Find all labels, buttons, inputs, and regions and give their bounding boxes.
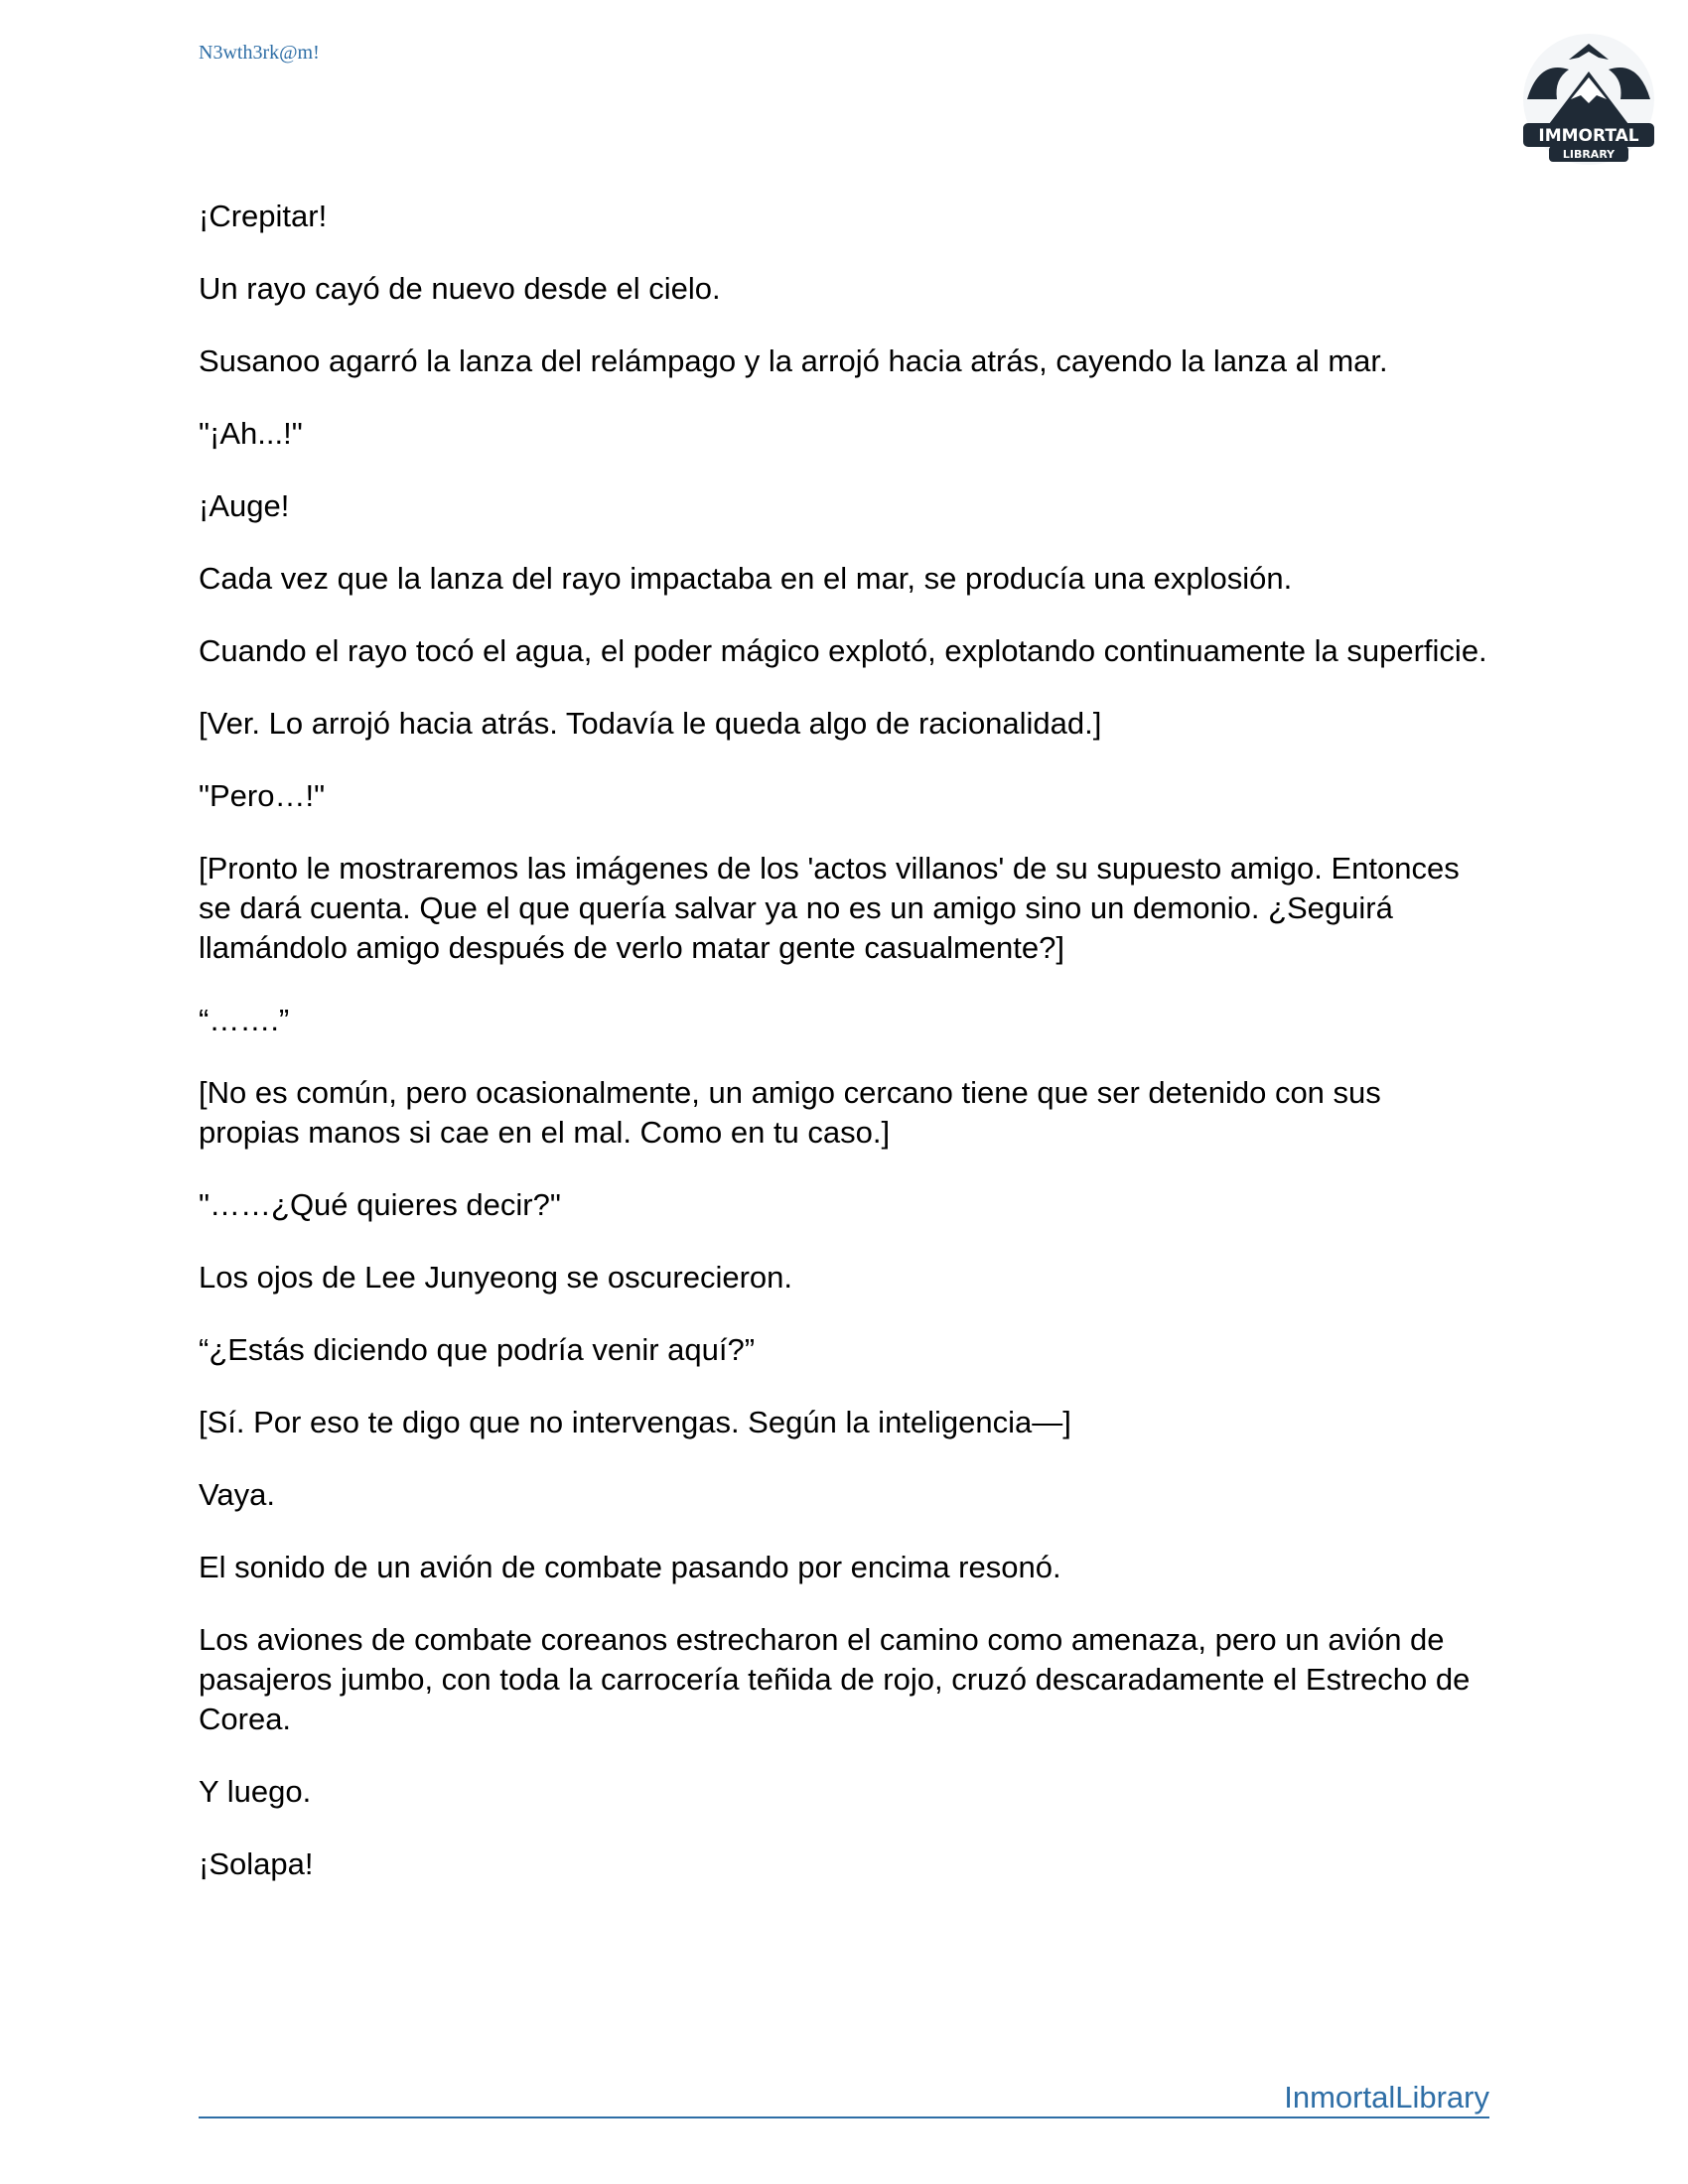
paragraph: "Pero…!" (199, 778, 326, 813)
paragraph: “¿Estás diciendo que podría venir aquí?” (199, 1332, 756, 1367)
immortal-library-logo (1509, 30, 1668, 169)
paragraph: ¡Crepitar! (199, 199, 328, 233)
paragraph: El sonido de un avión de combate pasando por encima resonó. (199, 1550, 1061, 1584)
paragraph: ¡Solapa! (199, 1846, 314, 1881)
paragraph: [Pronto le mostraremos las imágenes de los 'actos villanos' de su supuesto amigo. Entonces se dará cuenta. Que el que quería salvar ya no es un amigo sino un demonio. ¿Seguirá llamándolo amigo después de verlo matar gente casualmente?] (199, 851, 1460, 965)
paragraph: Un rayo cayó de nuevo desde el cielo. (199, 271, 721, 306)
paragraph: "¡Ah...!" (199, 416, 303, 451)
paragraph: “…….” (199, 1003, 290, 1037)
paragraph: [Sí. Por eso te digo que no intervengas. Según la inteligencia—] (199, 1405, 1071, 1439)
paragraph: Los ojos de Lee Junyeong se oscurecieron. (199, 1260, 793, 1295)
header-watermark-text: N3wth3rk@m! (199, 42, 320, 64)
footer-library-link[interactable]: InmortalLibrary (1284, 2080, 1489, 2115)
logo-wordmark-bottom: LIBRARY (1562, 148, 1616, 161)
paragraph: Cuando el rayo tocó el agua, el poder mágico explotó, explotando continuamente la superficie. (199, 633, 1487, 668)
paragraph: Cada vez que la lanza del rayo impactaba en el mar, se producía una explosión. (199, 561, 1293, 596)
paragraph: Vaya. (199, 1477, 275, 1512)
paragraph: [No es común, pero ocasionalmente, un amigo cercano tiene que ser detenido con sus propias manos si cae en el mal. Como en tu caso.] (199, 1075, 1381, 1150)
paragraph: "……¿Qué quieres decir?" (199, 1187, 561, 1222)
paragraph: Susanoo agarró la lanza del relámpago y la arrojó hacia atrás, cayendo la lanza al mar. (199, 343, 1388, 378)
document-body (199, 197, 1489, 1917)
paragraph: [Ver. Lo arrojó hacia atrás. Todavía le queda algo de racionalidad.] (199, 706, 1102, 741)
paragraph: Y luego. (199, 1774, 312, 1809)
paragraph: Los aviones de combate coreanos estrecharon el camino como amenaza, pero un avión de pasajeros jumbo, con toda la carrocería teñida de rojo, cruzó descaradamente el Estrecho de Corea. (199, 1622, 1471, 1736)
footer-divider (199, 2116, 1489, 2118)
paragraph: ¡Auge! (199, 488, 290, 523)
logo-wordmark-top: IMMORTAL (1538, 126, 1639, 146)
